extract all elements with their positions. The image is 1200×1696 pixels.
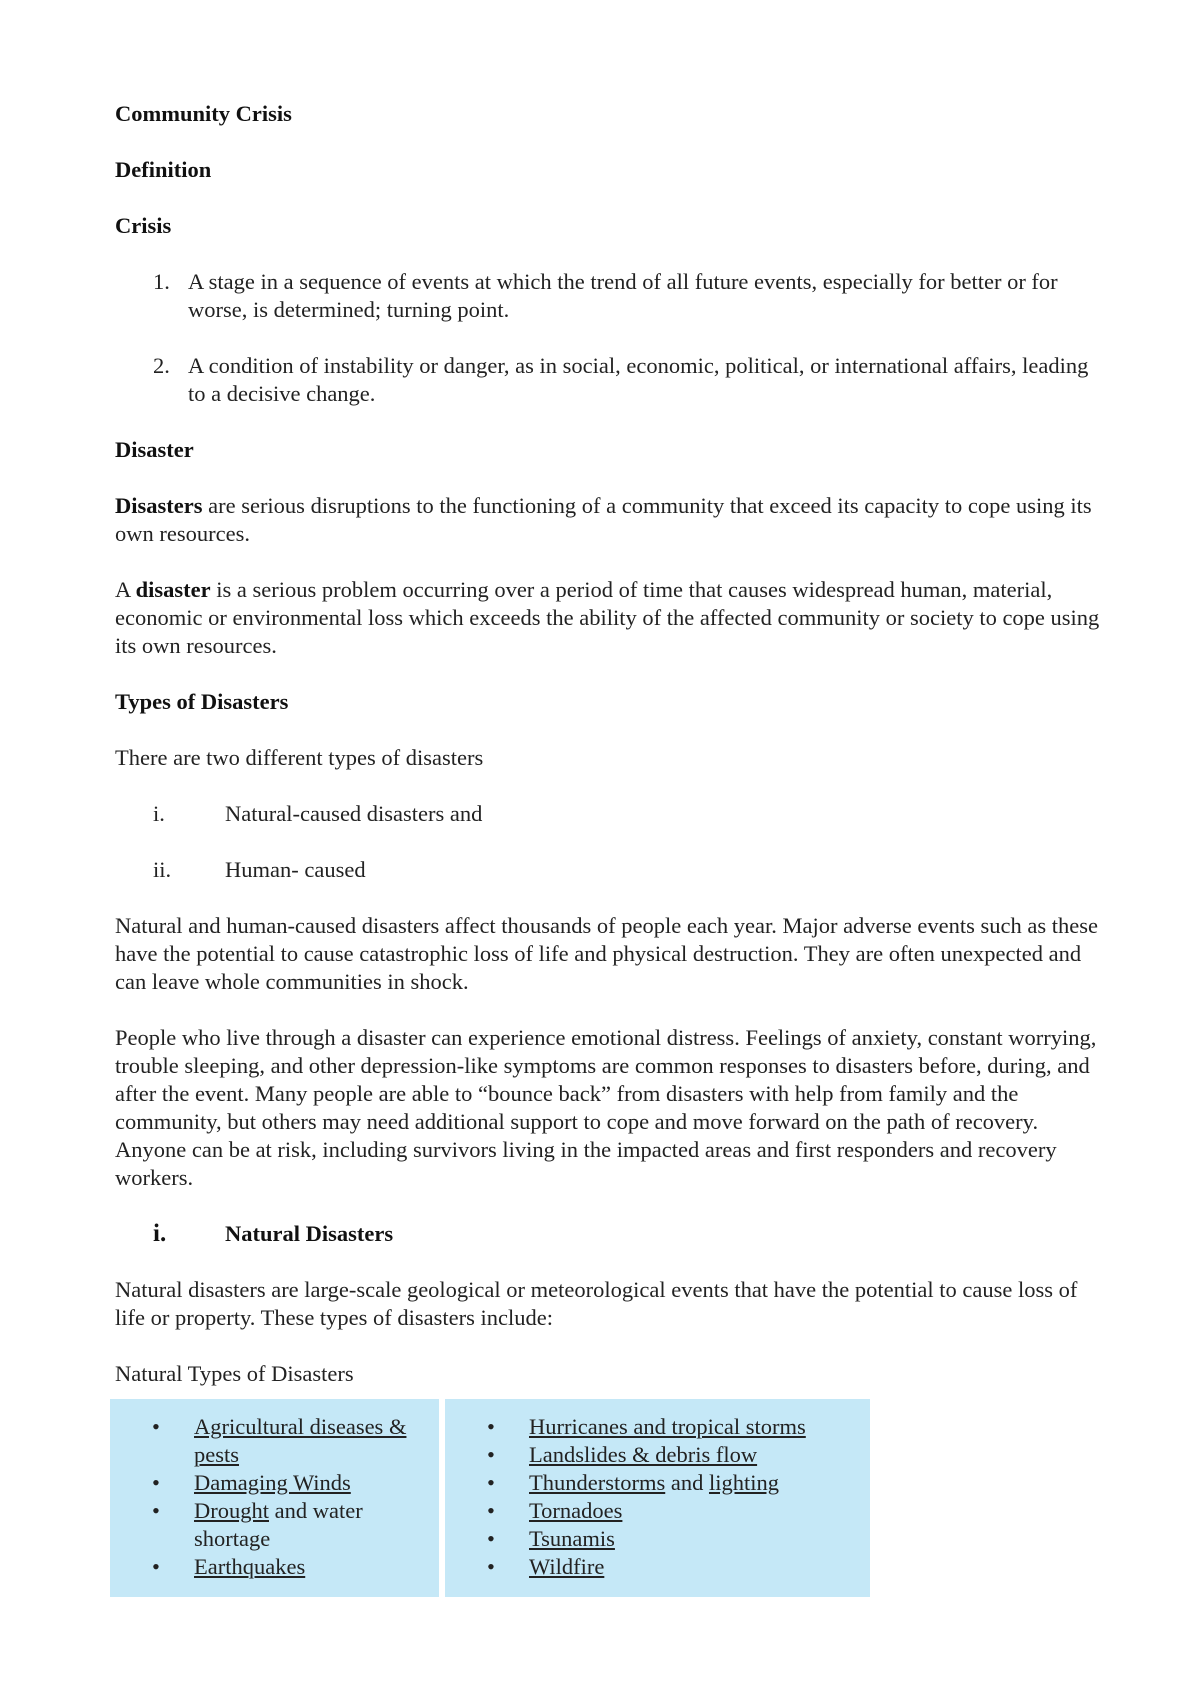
- bullet-icon: •: [152, 1554, 160, 1579]
- bullet-icon: •: [152, 1470, 160, 1495]
- earthquakes-link[interactable]: Earthquakes: [194, 1554, 306, 1579]
- list-item: [487, 1525, 857, 1553]
- natural-disasters-heading: [115, 1220, 1105, 1250]
- bullet-icon: •: [487, 1470, 495, 1495]
- types-item-2-text: Human- caused: [225, 857, 366, 882]
- bullet-icon: •: [487, 1414, 495, 1439]
- table-cell-left: [110, 1399, 439, 1597]
- crisis-item-2: [115, 352, 1105, 408]
- disaster-paragraph-2-text: is a serious problem occurring over a period of time that causes widespread human, material, economic or environmental loss which exceeds the ability of the affected community or society to cope using its own resources.: [115, 577, 1100, 658]
- bullet-icon: •: [152, 1414, 160, 1439]
- and-text: and: [665, 1470, 709, 1495]
- types-heading: Types of Disasters: [115, 689, 289, 714]
- list-item: [152, 1413, 422, 1469]
- hurricanes-link[interactable]: Hurricanes and tropical storms: [529, 1414, 806, 1439]
- natural-disasters-table: [110, 1399, 870, 1597]
- table-cell-right: [445, 1399, 870, 1597]
- drought-rest-text: and water shortage: [194, 1498, 363, 1551]
- natural-disasters-title: Natural Disasters: [225, 1221, 394, 1246]
- types-item-1-number: i.: [153, 801, 165, 826]
- list-item: [487, 1497, 857, 1525]
- left-disaster-list: [152, 1413, 422, 1581]
- natural-disasters-number: i.: [153, 1220, 167, 1247]
- list-item: [152, 1497, 422, 1553]
- types-paragraph-2: People who live through a disaster can experience emotional distress. Feelings of anxiety, constant worrying, trouble sleeping, and other depression-like symptoms are common responses to disasters before, during, and after the event. Many people are able to “bounce back” from disasters with help from family and the community, but others may need additional support to cope and move forward on the path of recovery. Anyone can be at risk, including survivors living in the impacted areas and first responders and recovery workers.: [115, 1025, 1097, 1190]
- disaster-heading: Disaster: [115, 437, 194, 462]
- bullet-icon: •: [487, 1498, 495, 1523]
- bullet-icon: •: [487, 1442, 495, 1467]
- right-disaster-list: [487, 1413, 857, 1581]
- tsunamis-link[interactable]: Tsunamis: [529, 1526, 615, 1551]
- list-item: [487, 1413, 857, 1441]
- disasters-term: Disasters: [115, 493, 203, 518]
- list-item: [487, 1441, 857, 1469]
- thunderstorms-link[interactable]: Thunderstorms: [529, 1470, 666, 1495]
- crisis-item-1: [115, 268, 1105, 324]
- agricultural-diseases-link[interactable]: Agricultural diseases & pests: [194, 1414, 407, 1467]
- list-item: [487, 1553, 857, 1581]
- disaster-term: disaster: [135, 577, 211, 602]
- table-caption: Natural Types of Disasters: [115, 1361, 354, 1386]
- crisis-item-2-number: 2.: [153, 353, 170, 378]
- disaster-paragraph-2: [115, 576, 1105, 660]
- list-item: [152, 1469, 422, 1497]
- crisis-item-2-text: A condition of instability or danger, as in social, economic, political, or international affairs, leading to a decisive change.: [188, 353, 1089, 406]
- natural-disasters-paragraph: Natural disasters are large-scale geological or meteorological events that have the potential to cause loss of life or property. These types of disasters include:: [115, 1277, 1078, 1330]
- types-item-1: [115, 800, 1105, 828]
- disaster-paragraph-2-prefix: A: [115, 577, 136, 602]
- wildfire-link[interactable]: Wildfire: [529, 1554, 605, 1579]
- types-item-2: [115, 856, 1105, 884]
- types-paragraph-1: Natural and human-caused disasters affect thousands of people each year. Major adverse events such as these have the potential to cause catastrophic loss of life and physical destruction. They are often unexpected and can leave whole communities in shock.: [115, 913, 1098, 994]
- types-item-2-number: ii.: [153, 857, 172, 882]
- crisis-item-1-text: A stage in a sequence of events at which the trend of all future events, especially for better or for worse, is determined; turning point.: [188, 269, 1058, 322]
- tornadoes-link[interactable]: Tornadoes: [529, 1498, 623, 1523]
- drought-link[interactable]: Drought: [194, 1498, 269, 1523]
- disaster-paragraph-1-text: are serious disruptions to the functioning of a community that exceed its capacity to cope using its own resources.: [115, 493, 1092, 546]
- list-item: [487, 1469, 857, 1497]
- disaster-paragraph-1: [115, 492, 1105, 548]
- document-title: Community Crisis: [115, 101, 292, 126]
- lighting-link[interactable]: lighting: [708, 1470, 779, 1495]
- crisis-heading: Crisis: [115, 213, 172, 238]
- list-item: [152, 1553, 422, 1581]
- types-intro: There are two different types of disasters: [115, 745, 484, 770]
- types-item-1-text: Natural-caused disasters and: [225, 801, 483, 826]
- definition-heading: Definition: [115, 157, 212, 182]
- damaging-winds-link[interactable]: Damaging Winds: [194, 1470, 351, 1495]
- bullet-icon: •: [487, 1526, 495, 1551]
- bullet-icon: •: [152, 1498, 160, 1523]
- bullet-icon: •: [487, 1554, 495, 1579]
- landslides-link[interactable]: Landslides & debris flow: [529, 1442, 758, 1467]
- crisis-item-1-number: 1.: [153, 269, 170, 294]
